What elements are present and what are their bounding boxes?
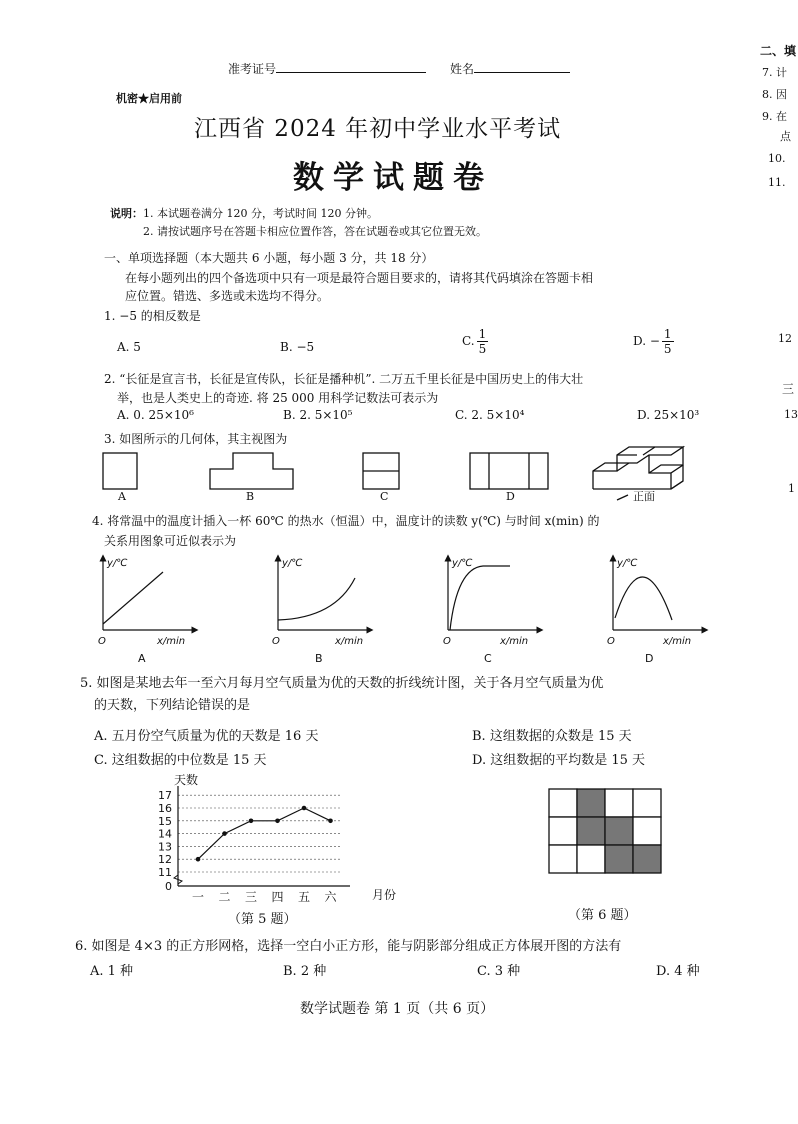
q4-curve-d [615, 577, 672, 620]
q4-curve-a [103, 572, 163, 624]
q5-stem-line2: 的天数，下列结论错误的是 [94, 698, 251, 713]
exam-title: 江西省 2024 年初中学业水平考试 [194, 116, 562, 142]
q5-option-a: A. 五月份空气质量为优的天数是 16 天 [94, 729, 319, 744]
q4-stem-line1: 4. 将常温中的温度计插入一杯 60℃ 的热水（恒温）中，温度计的读数 y(℃) 与时间 x(min) 的 [92, 514, 600, 528]
chart-data-point [222, 831, 227, 836]
q4-b-xlabel: x/min [335, 636, 364, 647]
section1-desc1: 在每小题列出的四个备选项中只有一项是最符合题目要求的，请将其代码填涂在答题卡相 [125, 271, 594, 285]
q1-option-c: C. $\frac{1}{5}$ [462, 327, 487, 356]
q6-caption: （第 6 题） [568, 908, 637, 923]
grid-cell-blank [633, 817, 661, 845]
q4-label-a: A [138, 652, 146, 665]
chart-ytick-label: 15 [158, 814, 172, 828]
q4-d-ylabel: y/℃ [617, 558, 638, 569]
section1-heading: 一、单项选择题（本大题共 6 小题，每小题 3 分，共 18 分） [104, 251, 434, 265]
q4-stem-line2: 关系用图象可近似表示为 [104, 534, 237, 548]
q4-d-origin: O [607, 636, 615, 647]
q6-option-c: C. 3 种 [477, 964, 521, 979]
chart-xtick-label: 一 [191, 890, 205, 904]
grid-cell-shaded [577, 817, 605, 845]
q3-label-a: A [118, 490, 126, 503]
chart-ytick-label: 16 [158, 802, 172, 815]
q6-option-d: D. 4 种 [656, 964, 700, 979]
q3-view-b [210, 453, 293, 489]
chart-xtick-label: 四 [271, 890, 284, 904]
margin-text-9: 三 [782, 382, 795, 396]
grid-cell-blank [549, 789, 577, 817]
chart-data-point [328, 819, 333, 824]
chart-ylabel: 天数 [174, 773, 199, 787]
q5-stem-line1: 5. 如图是某地去年一至六月每月空气质量为优的天数的折线统计图，关于各月空气质量为优 [80, 676, 604, 691]
grid-cell-shaded [633, 845, 661, 873]
margin-text-2: 7. 计 [762, 66, 787, 79]
instructions-line2: 2. 请按试题序号在答题卡相应位置作答，答在试题卷或其它位置无效。 [143, 225, 487, 238]
grid-cell-blank [633, 789, 661, 817]
q2-option-c: C. 2. 5×10⁴ [455, 408, 525, 422]
margin-text-1: 二、填 [760, 44, 797, 58]
q4-c-ylabel: y/℃ [452, 558, 473, 569]
q1-option-b: B. −5 [280, 340, 315, 354]
margin-text-8: 12 [778, 332, 792, 345]
q3-label-c: C [380, 490, 389, 503]
q4-b-ylabel: y/℃ [282, 558, 303, 569]
q1-stem: 1. −5 的相反数是 [104, 309, 201, 323]
q3-view-d [470, 453, 548, 489]
chart-ytick-label: 11 [158, 866, 172, 879]
q5-caption: （第 5 题） [228, 912, 297, 927]
grid-cell-shaded [605, 845, 633, 873]
instructions-line1: 说明：1. 本试题卷满分 120 分，考试时间 120 分钟。 [110, 207, 378, 220]
grid-cell-shaded [577, 789, 605, 817]
q3-label-d: D [506, 490, 515, 503]
chart-xtick-label: 二 [218, 890, 231, 904]
q4-a-xlabel: x/min [157, 636, 186, 647]
q4-curve-c [450, 566, 510, 630]
margin-text-7: 11. [768, 176, 786, 189]
q5-option-b: B. 这组数据的众数是 15 天 [472, 729, 632, 744]
exam-id-blank [276, 60, 426, 73]
chart-data-point [302, 806, 307, 811]
chart-data-point [275, 819, 280, 824]
q5-line-chart [150, 772, 410, 907]
q4-label-c: C [484, 652, 492, 665]
q4-b-origin: O [272, 636, 280, 647]
q4-c-origin: O [443, 636, 451, 647]
chart-ytick-label: 0 [165, 880, 172, 893]
q3-solid-drawing [593, 447, 683, 489]
name-blank [474, 60, 570, 73]
q2-option-a: A. 0. 25×10⁶ [117, 408, 194, 422]
chart-xlabel: 月份 [372, 888, 397, 902]
q6-square-grid [545, 785, 665, 881]
q1-option-d: D. − $\frac{1}{5}$ [633, 327, 672, 356]
q3-stem: 3. 如图所示的几何体，其主视图为 [104, 432, 288, 446]
margin-text-6: 10. [768, 152, 786, 165]
name-label: 姓名 [450, 62, 475, 76]
chart-ytick-label: 13 [158, 840, 172, 854]
chart-ytick-label: 14 [158, 827, 172, 841]
margin-text-4: 9. 在 [762, 110, 787, 123]
chart-data-point [249, 819, 254, 824]
q6-option-a: A. 1 种 [90, 964, 134, 979]
q4-a-ylabel: y/℃ [107, 558, 128, 569]
q4-graphs [95, 550, 705, 665]
q4-d-xlabel: x/min [663, 636, 692, 647]
chart-xtick-label: 六 [324, 890, 337, 904]
grid-cell-blank [549, 845, 577, 873]
front-arrow [617, 495, 628, 500]
name-field [450, 60, 570, 77]
chart-ytick-label: 17 [158, 789, 172, 803]
chart-data-point [196, 857, 201, 862]
exam-id-label: 准考证号 [228, 62, 277, 76]
next-page-margin [758, 0, 798, 1124]
grid-cell-blank [605, 789, 633, 817]
grid-cell-blank [577, 845, 605, 873]
margin-text-5: 点 [780, 130, 791, 143]
q3-front-label: 正面 [633, 490, 655, 503]
q5-option-d: D. 这组数据的平均数是 15 天 [472, 753, 646, 768]
q6-stem: 6. 如图是 4×3 的正方形网格，选择一空白小正方形，能与阴影部分组成正方体展开图的方法有 [75, 939, 622, 954]
chart-ytick-label: 12 [158, 853, 172, 867]
q5-option-c: C. 这组数据的中位数是 15 天 [94, 753, 267, 768]
q2-stem-line1: 2. “长征是宣言书，长征是宣传队，长征是播种机”. 二万五千里长征是中国历史上的伟大壮 [104, 372, 584, 386]
confidential-mark: 机密★启用前 [116, 92, 182, 105]
q4-label-b: B [315, 652, 323, 665]
exam-id-field [228, 60, 426, 77]
q1-option-a: A. 5 [117, 340, 141, 354]
margin-text-11: 1 [788, 482, 795, 495]
q3-figures [95, 445, 705, 503]
paper-subtitle: 数学试题卷 [293, 160, 493, 196]
q3-label-b: B [246, 490, 255, 503]
q4-curve-b [278, 578, 355, 620]
margin-text-10: 13 [784, 408, 798, 421]
q4-a-origin: O [98, 636, 106, 647]
grid-cell-shaded [605, 817, 633, 845]
chart-xtick-label: 三 [244, 890, 258, 904]
grid-cell-blank [549, 817, 577, 845]
q3-view-a [103, 453, 137, 489]
chart-xtick-label: 五 [297, 890, 311, 904]
page-footer: 数学试题卷 第 1 页（共 6 页） [300, 1001, 495, 1017]
q2-option-d: D. 25×10³ [637, 408, 700, 422]
q6-option-b: B. 2 种 [283, 964, 327, 979]
q2-option-b: B. 2. 5×10⁵ [283, 408, 353, 422]
q4-c-xlabel: x/min [500, 636, 529, 647]
margin-text-3: 8. 因 [762, 88, 787, 101]
q2-stem-line2: 举，也是人类史上的奇迹. 将 25 000 用科学记数法可表示为 [117, 391, 439, 405]
section1-desc2: 应位置。错选、多选或未选均不得分。 [125, 289, 330, 303]
q4-label-d: D [645, 652, 654, 665]
